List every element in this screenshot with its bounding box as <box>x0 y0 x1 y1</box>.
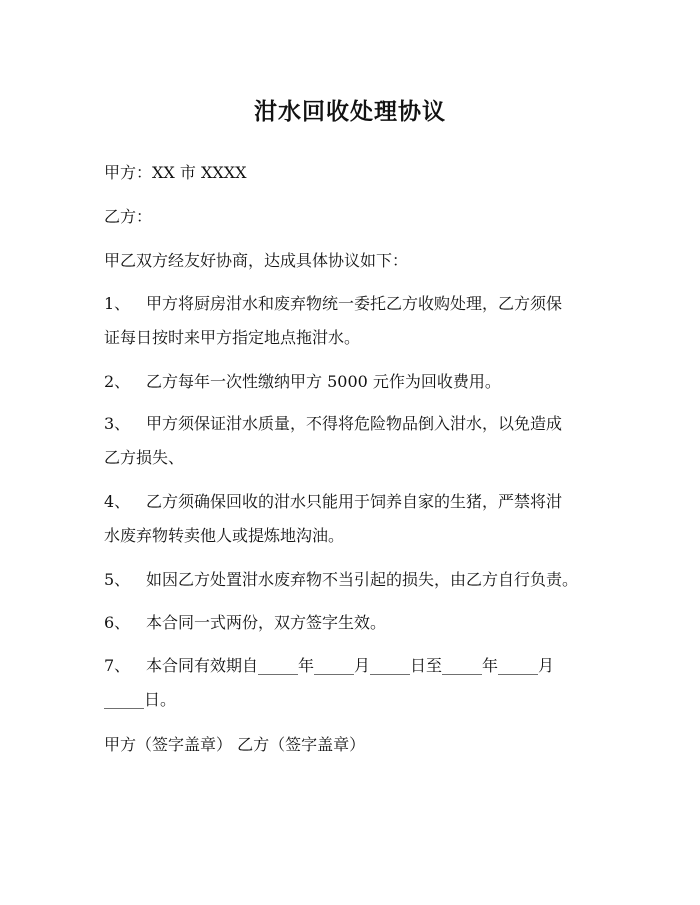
clause-number: 3、 <box>104 414 131 433</box>
intro-paragraph: 甲乙双方经友好协商，达成具体协议如下： <box>104 251 409 270</box>
clause-text: 本合同有效期自_____年_____月_____日至_____年_____月 <box>146 656 555 675</box>
clause-6 <box>104 613 604 633</box>
clause-4 <box>104 492 604 546</box>
clause-text: 乙方每年一次性缴纳甲方 5000 元作为回收费用。 <box>146 372 501 391</box>
clause-text: 本合同一式两份，双方签字生效。 <box>146 613 387 632</box>
clause-text-continued: 证每日按时来甲方指定地点拖泔水。 <box>104 328 361 347</box>
clause-text: 如因乙方处置泔水废弃物不当引起的损失，由乙方自行负责。 <box>146 570 579 589</box>
clause-7 <box>104 656 604 710</box>
clause-1 <box>104 294 604 348</box>
clause-number: 4、 <box>104 492 131 511</box>
clause-2 <box>104 372 604 392</box>
clause-3 <box>104 414 604 468</box>
clause-number: 1、 <box>104 294 131 313</box>
clause-5 <box>104 570 604 590</box>
clause-text-continued: _____日。 <box>104 690 177 709</box>
document-title: 泔水回收处理协议 <box>254 98 446 125</box>
party-a-line: 甲方：XX 市 XXXX <box>104 163 247 182</box>
clause-number: 6、 <box>104 613 131 632</box>
clause-number: 5、 <box>104 570 131 589</box>
clause-text: 乙方须确保回收的泔水只能用于饲养自家的生猪，严禁将泔 <box>146 492 563 511</box>
party-b-line: 乙方： <box>104 207 153 226</box>
clause-text: 甲方将厨房泔水和废弃物统一委托乙方收购处理，乙方须保 <box>146 294 563 313</box>
clause-number: 2、 <box>104 372 131 391</box>
clause-text-continued: 水废弃物转卖他人或提炼地沟油。 <box>104 526 345 545</box>
signature-line: 甲方（签字盖章） 乙方（签字盖章） <box>104 735 366 754</box>
clause-text: 甲方须保证泔水质量，不得将危险物品倒入泔水，以免造成 <box>146 414 563 433</box>
clause-text-continued: 乙方损失、 <box>104 448 185 467</box>
clause-number: 7、 <box>104 656 131 675</box>
